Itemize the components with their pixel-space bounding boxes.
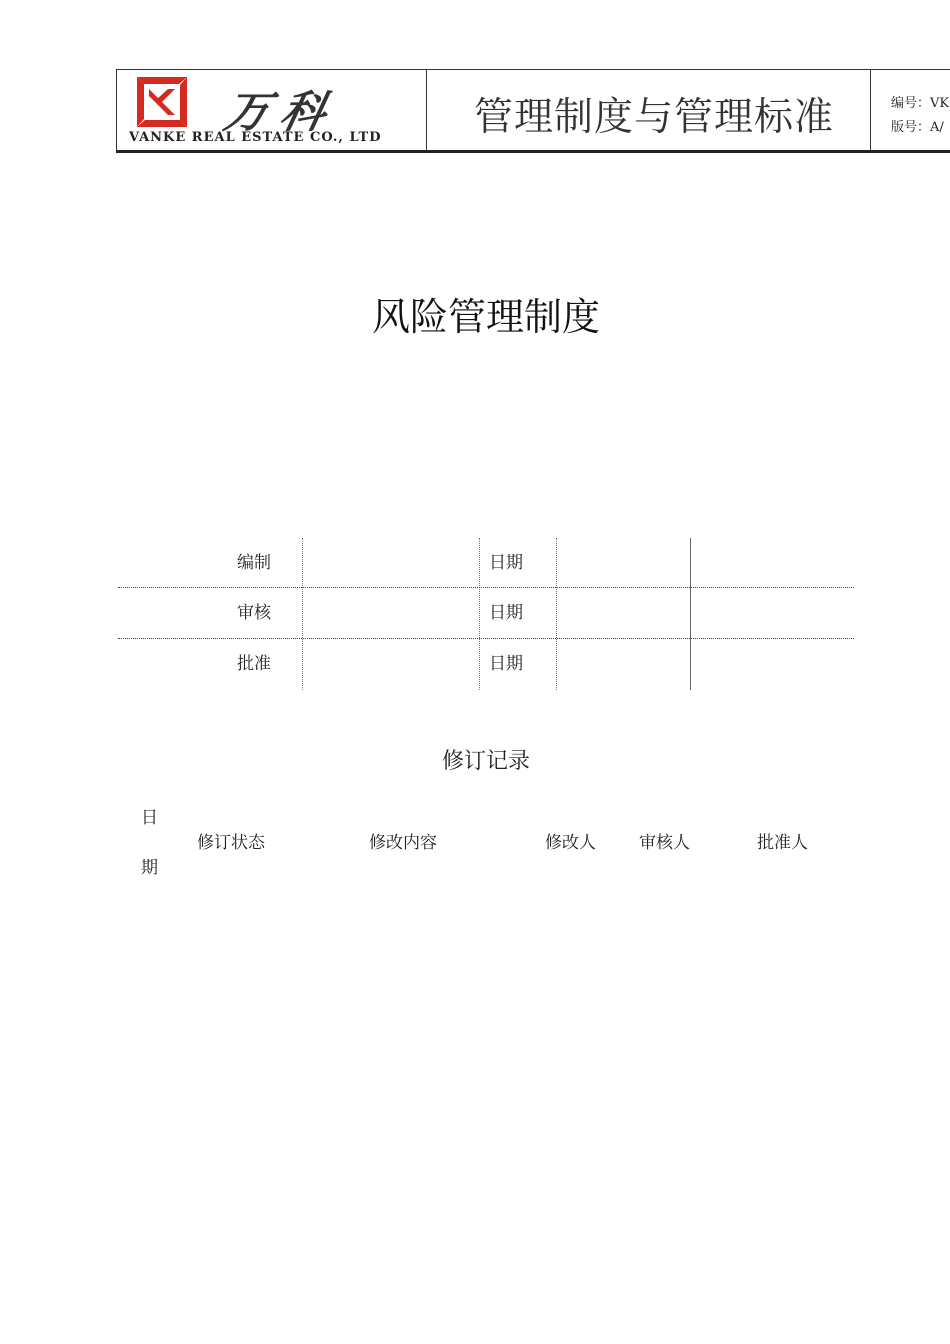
col-header-approver: 批准人: [757, 833, 808, 853]
approval-role-reviewed: 审核: [237, 603, 271, 623]
header-divider: [870, 70, 871, 150]
approval-role-compiled: 编制: [237, 553, 271, 573]
approval-date-label: 日期: [489, 654, 523, 674]
revision-record-title: 修订记录: [441, 749, 530, 774]
approval-date-label: 日期: [489, 553, 523, 573]
approval-row-divider: [118, 587, 854, 588]
col-header-date-top: 日: [141, 808, 158, 828]
approval-date-label: 日期: [489, 603, 523, 623]
approval-role-approved: 批准: [237, 654, 271, 674]
col-header-date-bottom: 期: [141, 858, 158, 878]
col-header-content: 修改内容: [369, 833, 437, 853]
logo-chinese-text: 万科: [219, 87, 343, 138]
col-header-status: 修订状态: [197, 833, 265, 853]
logo-english-text: VANKE REAL ESTATE CO., LTD: [129, 130, 382, 145]
col-header-reviewer: 审核人: [639, 833, 690, 853]
header-title: 管理制度与管理标准: [474, 95, 835, 140]
header-divider: [426, 70, 427, 150]
approval-col-divider: [690, 538, 691, 690]
document-version-label: 版号：A/: [891, 120, 944, 135]
approval-col-divider: [302, 538, 303, 690]
approval-col-divider: [556, 538, 557, 690]
document-title: 风险管理制度: [371, 295, 600, 339]
document-code-label: 编号：VK: [891, 96, 950, 111]
vanke-logo-icon: [135, 75, 189, 129]
approval-row-divider: [118, 638, 854, 639]
approval-col-divider: [479, 538, 480, 690]
col-header-modifier: 修改人: [545, 833, 596, 853]
